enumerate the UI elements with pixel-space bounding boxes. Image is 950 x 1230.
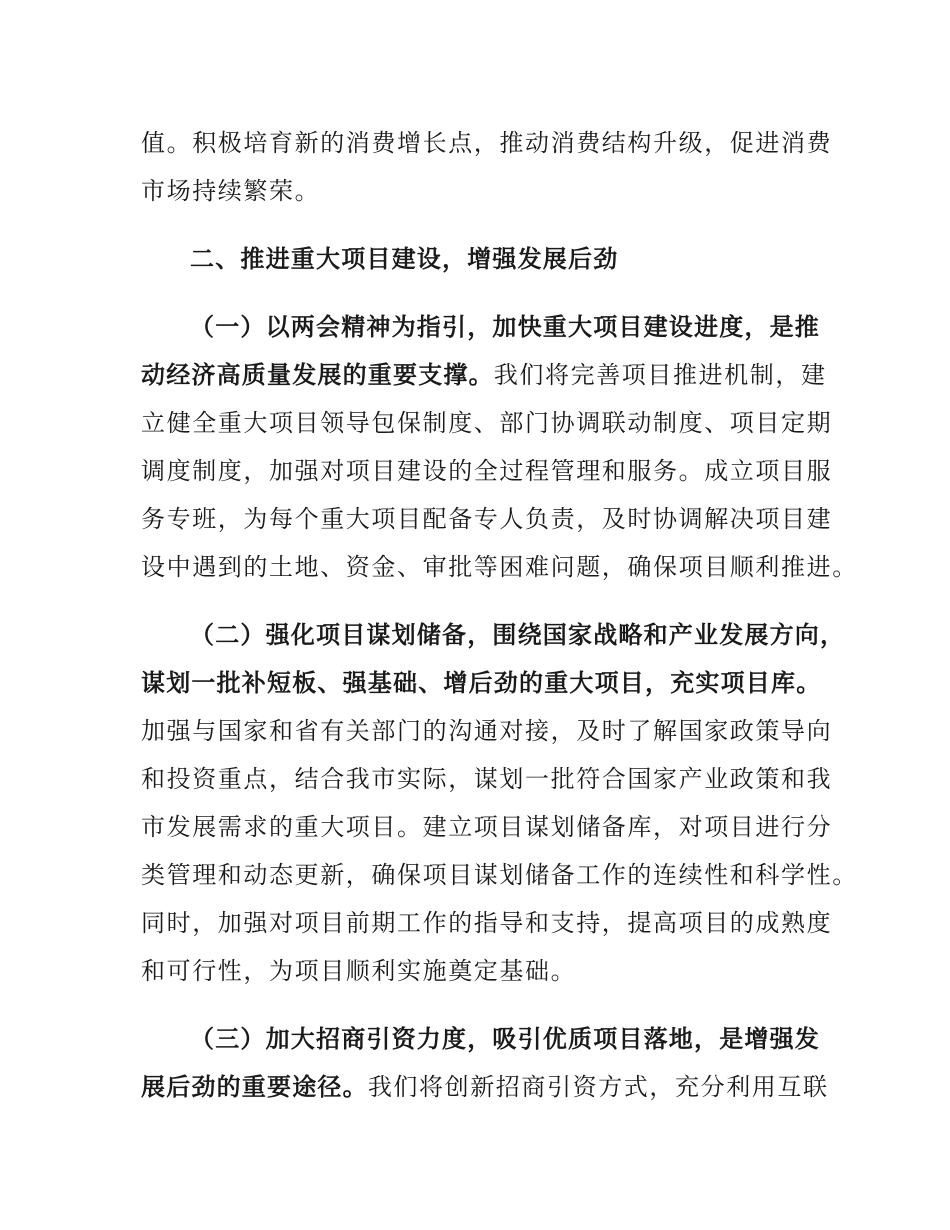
paragraph-line: 和投资重点，结合我市实际，谋划一批符合国家产业政策和我 [141, 765, 833, 793]
paragraph-line: 调度制度，加强对项目建设的全过程管理和服务。成立项目服 [141, 457, 833, 485]
paragraph-line: 和可行性，为项目顺利实施奠定基础。 [141, 957, 577, 985]
subsection-heading: （三）加大招商引资力度，吸引优质项目落地，是增强发 [190, 1025, 820, 1053]
section-heading: 二、推进重大项目建设，增强发展后劲 [190, 245, 619, 273]
paragraph-line: 立健全重大项目领导包保制度、部门协调联动制度、项目定期 [141, 409, 833, 437]
paragraph-line: 设中遇到的土地、资金、审批等困难问题，确保项目顺利推进。 [141, 553, 858, 581]
paragraph-line: 类管理和动态更新，确保项目谋划储备工作的连续性和科学性。 [141, 861, 858, 889]
paragraph-text: 我们将创新招商引资方式，充分利用互联 [367, 1073, 829, 1101]
subsection-heading: （二）强化项目谋划储备，围绕国家战略和产业发展方向， [190, 621, 846, 649]
paragraph-line: 值。积极培育新的消费增长点，推动消费结构升级，促进消费 [141, 129, 833, 157]
paragraph-line [141, 360, 827, 390]
subsection-heading-continued: 动经济高质量发展的重要支撑。 [141, 361, 494, 389]
paragraph-line: 加强与国家和省有关部门的沟通对接，及时了解国家政策导向 [141, 717, 833, 745]
subsection-heading: （一）以两会精神为指引，加快重大项目建设进度，是推 [190, 313, 820, 341]
paragraph-line: 市场持续繁荣。 [141, 177, 321, 205]
paragraph-line [141, 1072, 829, 1102]
paragraph-text: 我们将完善项目推进机制，建 [493, 361, 827, 389]
paragraph-line: 市发展需求的重大项目。建立项目谋划储备库，对项目进行分 [141, 813, 833, 841]
paragraph-line: 务专班，为每个重大项目配备专人负责，及时协调解决项目建 [141, 505, 833, 533]
subsection-heading-continued: 展后劲的重要途径。 [141, 1073, 368, 1101]
subsection-heading-continued: 谋划一批补短板、强基础、增后劲的重大项目，充实项目库。 [141, 669, 822, 697]
paragraph-line: 同时，加强对项目前期工作的指导和支持，提高项目的成熟度 [141, 909, 833, 937]
